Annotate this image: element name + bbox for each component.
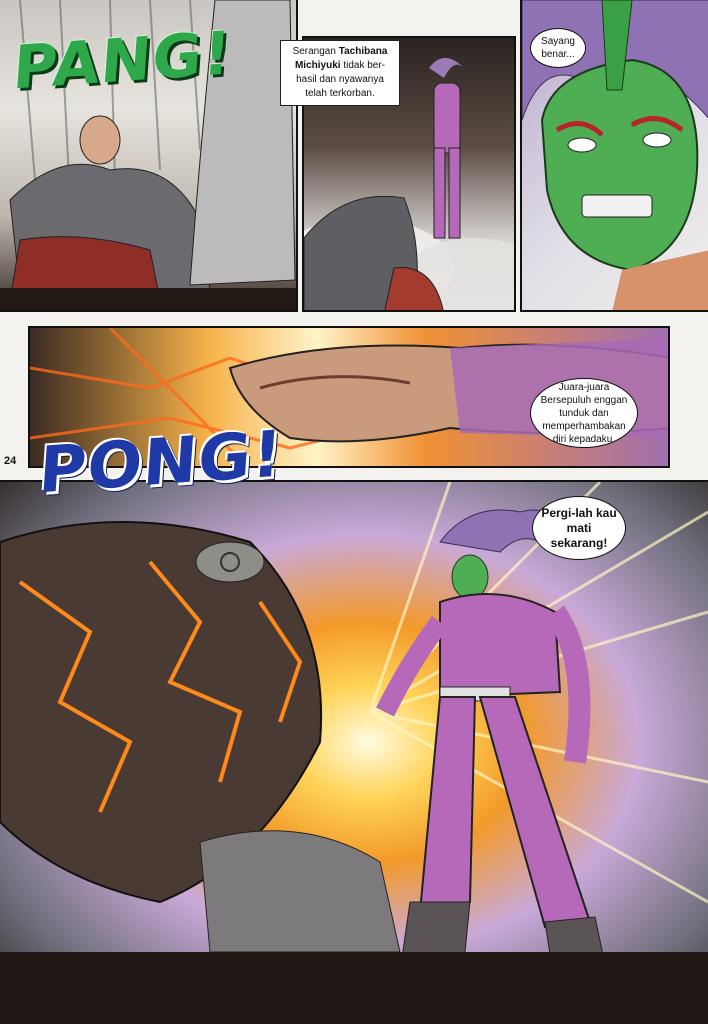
- caption-text-2: tidak ber-hasil dan nyawanya telah terkorban.: [296, 60, 386, 99]
- panel-1-kneeling-warrior: [0, 0, 298, 312]
- narration-caption: [280, 40, 400, 106]
- sfx-pong: PONG!: [36, 417, 286, 509]
- caption-name-bold: Tachibana Michiyuki: [294, 46, 388, 71]
- panel-5-energy-blast: [0, 480, 708, 1024]
- speech-bubble-pergi: Pergi-lah kau mati sekarang!: [532, 496, 626, 560]
- speech-bubble-juara: Juara-juara Bersepuluh enggan tunduk dan memperhambakan diri kepadaku.: [530, 378, 638, 448]
- villain-figure-small: [429, 58, 464, 238]
- page-number: 24: [4, 455, 17, 467]
- panel-5-art: [0, 482, 708, 1024]
- caption-text-1: Serangan: [292, 46, 339, 57]
- panel-3-villain-closeup: [520, 0, 708, 312]
- sfx-pang: PANG!: [10, 18, 234, 104]
- speech-bubble-sayang: Sayang benar...: [530, 28, 586, 68]
